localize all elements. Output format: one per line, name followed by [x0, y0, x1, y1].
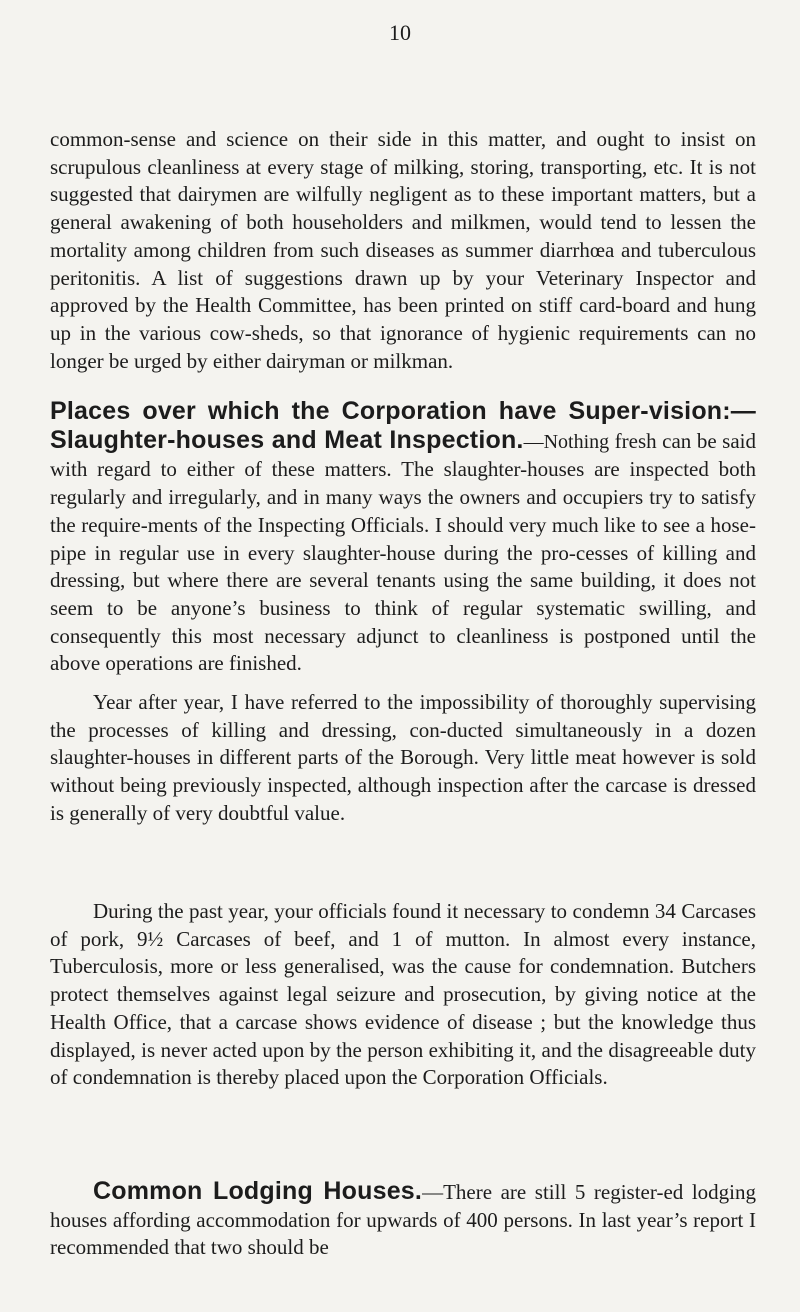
paragraph-body: fresh can be said with regard to either of these matters. The slaughter-houses are inspected both regularly and irregularly, and in many ways the owners and occupiers try to satisfy the require-ments of the Inspecting Officials. I should very much like to see a hose-pipe in regular use in every slaughter-house during the pro-cesses of killing and dressing, but where there are several tenants using the same building, it does not seem to be anyone’s business to think of regular systematic swilling, and consequently this most necessary adjunct to cleanliness is postponed until the above operations are finished.: [50, 428, 756, 676]
paragraph-condemnations: During the past year, your officials found it necessary to condemn 34 Carcases of pork, 9½ Carcases of beef, and 1 of mutton. In almost every instance, Tuberculosis, more or less generalised, was the cause for condemnation. Butchers protect themselves against legal seizure and prosecution, by giving notice at the Health Office, that a carcase shows evidence of disease ; but the knowledge thus displayed, is never acted upon by the person exhibiting it, and the disagreeable duty of condemnation is thereby placed upon the Corporation Officials.: [50, 899, 756, 1090]
page-number: 10: [389, 20, 411, 45]
heading-lead-dash: —Nothing: [523, 430, 610, 453]
section-heading-lodging-houses: Common Lodging Houses.: [93, 1177, 423, 1205]
paragraph-slaughter-houses: [50, 398, 756, 678]
section-heading-supervision: Places over which the Corporation have Super-vision:—Slaughter-houses and Meat Inspection.: [50, 397, 756, 454]
paragraph-body: —There are still 5 register-ed lodging houses affording accommodation for upwards of 400 persons. In last year’s report I recommended that two should be: [50, 1180, 756, 1260]
paragraph-supervision-difficulty: Year after year, I have referred to the impossibility of thoroughly supervising the processes of killing and dressing, con-ducted simultaneously in a dozen slaughter-houses in different parts of the Borough. Very little meat however is sold without being previously inspected, although inspection after the carcase is dressed is generally of very doubtful value.: [50, 690, 756, 825]
paragraph-lodging-houses: [50, 1178, 756, 1262]
paragraph-milk-cleanliness: common-sense and science on their side in this matter, and ought to insist on scrupulous cleanliness at every stage of milking, storing, transporting, etc. It is not suggested that dairymen are wilfully negligent as to these important matters, but a general awakening of both householders and milkmen, would tend to lessen the mortality among children from such diseases as summer diarrhœa and tuberculous peritonitis. A list of suggestions drawn up by your Veterinary Inspector and approved by the Health Committee, has been printed on stiff card-board and hung up in the various cow-sheds, so that ignorance of hygienic requirements can no longer be urged by either dairyman or milkman.: [50, 127, 756, 373]
